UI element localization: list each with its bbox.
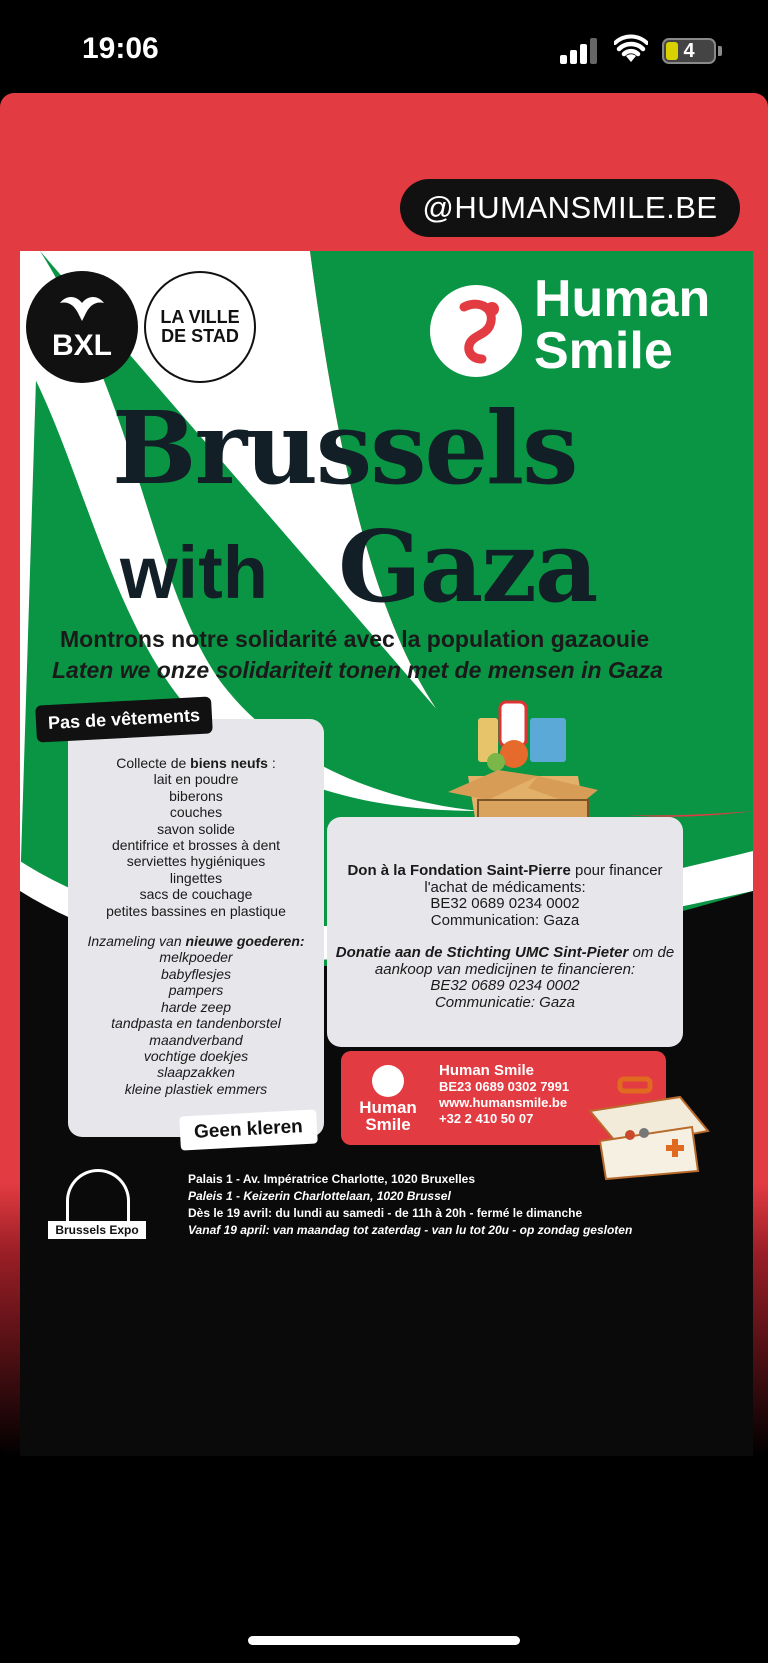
bird-icon — [60, 293, 104, 323]
donation-fr: Don à la Fondation Saint-Pierre pour financer l'achat de médicaments: BE32 0689 0234 0002 Communication: Gaza — [327, 863, 683, 929]
wifi-icon — [614, 34, 648, 64]
donation-info-panel — [327, 817, 683, 1047]
list-item: lingettes — [169, 869, 223, 886]
battery-tip — [718, 46, 722, 56]
subtitle-nl: Laten we onze solidariteit tonen met de mensen in Gaza — [52, 657, 663, 683]
collection-fr-intro: Collecte de biens neufs : — [116, 755, 276, 771]
list-item: savon solide — [157, 820, 235, 837]
list-item: petites bassines en plastique — [106, 902, 286, 919]
donation-nl: Donatie aan de Stichting UMC Sint-Pieter om de aankoop van medicijnen te financieren: BE32 0689 0234 0002 Communicatie: Gaza — [327, 945, 683, 1011]
expo-label: Brussels Expo — [48, 1221, 146, 1239]
story-card[interactable] — [0, 93, 768, 1458]
hours-nl: Vanaf 19 april: van maandag tot zaterdag - van lu tot 20u - op zondag gesloten — [188, 1223, 633, 1237]
list-item: babyflesjes — [160, 965, 232, 982]
collection-fr — [68, 755, 324, 919]
list-item: vochtige doekjes — [143, 1047, 249, 1064]
brussels-expo-logo — [48, 1169, 146, 1251]
list-item: tandpasta en tandenborstel — [111, 1015, 281, 1032]
bxl-logo — [26, 271, 138, 383]
cellular-signal-icon — [560, 38, 600, 64]
list-item: lait en poudre — [153, 771, 239, 788]
humansmile-small-logo: Human Smile — [353, 1065, 423, 1133]
list-item: pampers — [168, 982, 224, 999]
title-with: with — [120, 531, 268, 614]
list-item: sacs de couchage — [139, 886, 253, 903]
humansmile-emblem-icon — [372, 1065, 404, 1097]
status-time: 19:06 — [82, 32, 159, 65]
humansmile-contact-info — [439, 1063, 569, 1127]
title-brussels: Brussels — [112, 389, 577, 507]
expo-arch-icon — [66, 1169, 130, 1221]
collection-nl-intro: Inzameling van nieuwe goederen: — [87, 933, 305, 950]
donation-fr-iban: BE32 0689 0234 0002 — [430, 895, 580, 912]
humansmile-name-line2: Smile — [534, 322, 673, 380]
status-bar — [0, 0, 768, 95]
humansmile-name-line1: Human — [534, 270, 711, 328]
list-item: couches — [169, 804, 223, 821]
account-handle-sticker[interactable]: @HUMANSMILE.BE — [400, 179, 740, 237]
hours-fr: Dès le 19 avril: du lundi au samedi - de 11h à 20h - fermé le dimanche — [188, 1206, 583, 1220]
contact-name: Human Smile — [439, 1062, 535, 1079]
address-fr: Palais 1 - Av. Impératrice Charlotte, 1020 Bruxelles — [188, 1172, 476, 1186]
list-item: kleine plastiek emmers — [124, 1080, 268, 1097]
battery-icon — [662, 38, 716, 64]
address-nl: Paleis 1 - Keizerin Charlottelaan, 1020 Brussel — [188, 1189, 451, 1203]
bxl-text: BXL — [52, 329, 112, 362]
ville-line1: LA VILLE — [160, 307, 240, 327]
contact-website: www.humansmile.be — [439, 1095, 568, 1110]
first-aid-kit-icon — [580, 1071, 710, 1181]
list-item: maandverband — [149, 1031, 243, 1048]
donation-nl-communication: Communicatie: Gaza — [434, 993, 576, 1011]
poster-image — [20, 251, 753, 1456]
ville-line2: DE STAD — [161, 326, 239, 346]
subtitle-fr: Montrons notre solidarité avec la population gazaouie — [60, 626, 650, 652]
list-item: slaapzakken — [157, 1064, 235, 1081]
collection-list-panel — [68, 719, 324, 1137]
list-item: serviettes hygiéniques — [126, 853, 266, 870]
title-gaza: Gaza — [338, 510, 597, 625]
battery-level: 4 — [683, 40, 695, 62]
venue-info — [188, 1171, 632, 1239]
donation-fr-communication: Communication: Gaza — [430, 911, 580, 929]
list-item: dentifrice et brosses à dent — [111, 837, 281, 854]
humansmile-emblem-icon — [430, 285, 522, 377]
list-item: melkpoeder — [159, 949, 233, 966]
list-item: harde zeep — [160, 998, 232, 1015]
collection-nl — [68, 933, 324, 1097]
contact-phone: +32 2 410 50 07 — [439, 1111, 534, 1126]
no-clothes-tag-nl: Geen kleren — [179, 1109, 317, 1150]
contact-iban: BE23 0689 0302 7991 — [439, 1079, 570, 1094]
donation-nl-iban: BE32 0689 0234 0002 — [430, 977, 580, 994]
list-item: biberons — [169, 787, 223, 804]
no-clothes-tag-fr: Pas de vêtements — [35, 696, 213, 742]
humansmile-logo — [430, 270, 740, 383]
ville-de-stad-logo — [144, 271, 256, 383]
home-indicator[interactable] — [248, 1636, 520, 1645]
